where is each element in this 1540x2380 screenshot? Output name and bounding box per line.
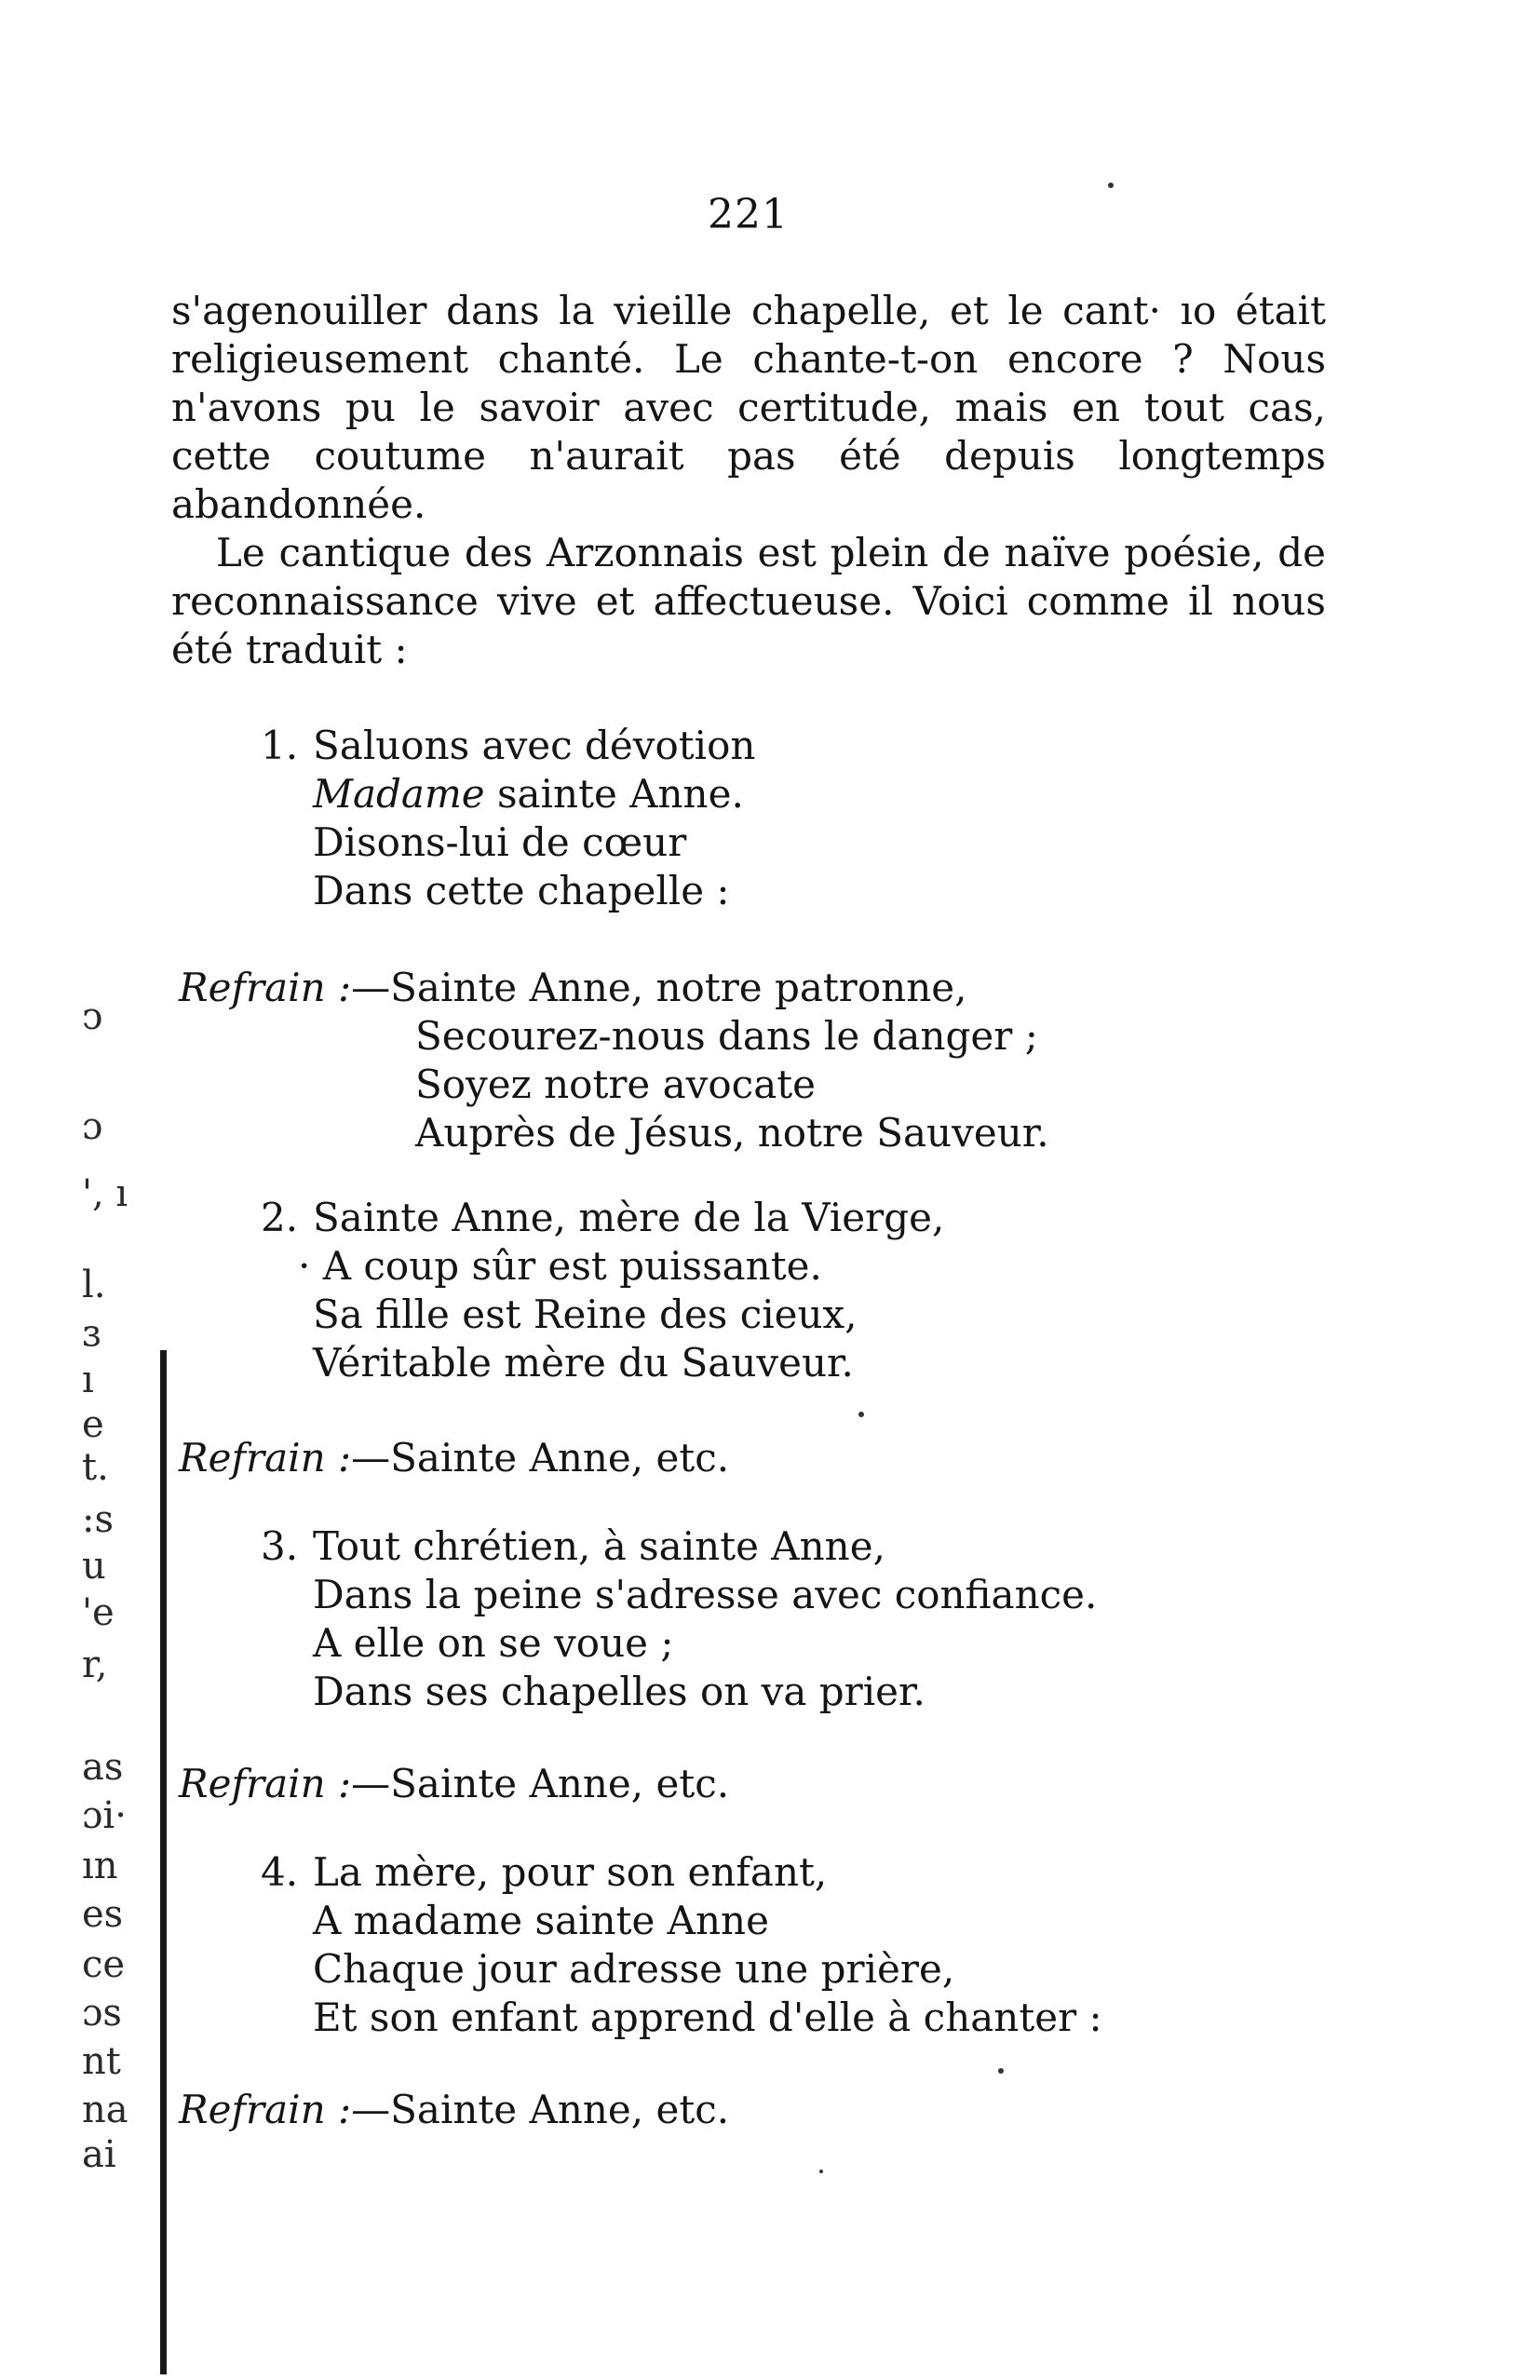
margin-bleed: ı: [82, 1359, 94, 1401]
margin-bleed: r,: [82, 1643, 108, 1686]
margin-bleed: l.: [82, 1264, 106, 1306]
refrain-line: —Sainte Anne, etc.: [351, 1435, 730, 1481]
margin-bleed: ɔ: [82, 1105, 103, 1148]
italic-word: Madame: [313, 771, 485, 817]
stanza-line: Sainte Anne, mère de la Vierge,: [313, 1195, 945, 1240]
stanza-line: sainte Anne.: [484, 771, 744, 817]
stanza-2: [261, 1194, 944, 1387]
margin-bleed: ce: [82, 1943, 126, 1986]
refrain-line: Soyez notre avocate: [415, 1062, 816, 1107]
stanza-line: Et son enfant apprend d'elle à chanter :: [313, 1995, 1102, 2040]
refrain-short: [179, 1434, 729, 1482]
margin-bleed: e: [82, 1403, 104, 1446]
stanza-line: Saluons avec dévotion: [313, 723, 756, 768]
margin-bleed: ɜ: [82, 1312, 101, 1355]
stanza-line: Disons-lui de cœur: [313, 819, 687, 865]
stanza-3: [261, 1522, 1097, 1716]
stanza-line: Sa fille est Reine des cieux,: [313, 1291, 858, 1337]
margin-bleed: ↄ: [82, 995, 103, 1038]
margin-bleed: ɔi·: [82, 1794, 127, 1837]
margin-bleed: ai: [82, 2133, 116, 2176]
refrain-line: —Sainte Anne, notre patronne,: [351, 965, 967, 1010]
margin-bleed: :s: [82, 1498, 115, 1541]
stanza-line: Tout chrétien, à sainte Anne,: [313, 1523, 885, 1569]
refrain-full: [179, 964, 1049, 1157]
stanza-1: [261, 722, 755, 915]
stanza-line: Véritable mère du Sauveur.: [313, 1340, 854, 1386]
stanza-line: Chaque jour adresse une prière,: [313, 1946, 955, 1992]
speck: [998, 2068, 1004, 2074]
paragraph: Le cantique des Arzonnais est plein de naïve poésie, de reconnaissance vive et affectueuse. Voici comme il nous été traduit :: [171, 530, 1326, 672]
stanza-line: Dans la peine s'adresse avec confiance.: [313, 1572, 1098, 1617]
refrain-short: [179, 1760, 729, 1808]
refrain-line: Secourez-nous dans le danger ;: [415, 1013, 1038, 1059]
refrain-label: Refrain :: [179, 1761, 352, 1806]
stanza-line: Dans ses chapelles on va prier.: [313, 1669, 925, 1714]
refrain-label: Refrain :: [179, 965, 352, 1010]
stanza-4: [261, 1848, 1102, 2042]
refrain-label: Refrain :: [179, 1435, 352, 1481]
speck: [1108, 183, 1114, 188]
refrain-line: Auprès de Jésus, notre Sauveur.: [415, 1110, 1049, 1156]
margin-bleed: t.: [82, 1446, 109, 1489]
stanza-number: 2.: [261, 1195, 299, 1240]
speck: [819, 2170, 823, 2173]
margin-bleed: ', ı: [82, 1172, 128, 1215]
refrain-line: —Sainte Anne, etc.: [351, 1761, 730, 1806]
margin-bleed: na: [82, 2089, 128, 2131]
margin-bleed: es: [82, 1893, 124, 1936]
stanza-number: 4.: [261, 1849, 299, 1895]
margin-bleed: ın: [82, 1845, 118, 1887]
margin-bleed: 'e: [82, 1591, 115, 1634]
gutter-shadow: [160, 1350, 167, 2374]
margin-bleed: ɔs: [82, 1992, 122, 2035]
margin-bleed: u: [82, 1545, 106, 1588]
margin-bleed: nt: [82, 2040, 121, 2083]
refrain-short: [179, 2086, 729, 2134]
paragraph: s'agenouiller dans la vieille chapelle, et le cant· ıo était religieusement chanté. Le chante-t-on encore ? Nous n'avons pu le savoir avec certitude, mais en tout cas, cette coutume n'aurait pas été depuis longtemps abandonnée.: [171, 288, 1326, 527]
page-number: 221: [708, 191, 789, 238]
margin-bleed: as: [82, 1746, 124, 1789]
stanza-number: 3.: [261, 1523, 299, 1569]
stanza-line: Dans cette chapelle :: [313, 868, 730, 913]
stanza-line: A elle on se voue ;: [313, 1620, 674, 1666]
prose-block: [171, 287, 1326, 674]
speck: [858, 1412, 864, 1417]
stanza-line: La mère, pour son enfant,: [313, 1849, 828, 1895]
stanza-number: 1.: [261, 723, 299, 768]
refrain-label: Refrain :: [179, 2087, 352, 2132]
stanza-line: A madame sainte Anne: [313, 1898, 769, 1943]
refrain-line: —Sainte Anne, etc.: [351, 2087, 730, 2132]
stanza-line: · A coup sûr est puissante.: [298, 1243, 822, 1289]
